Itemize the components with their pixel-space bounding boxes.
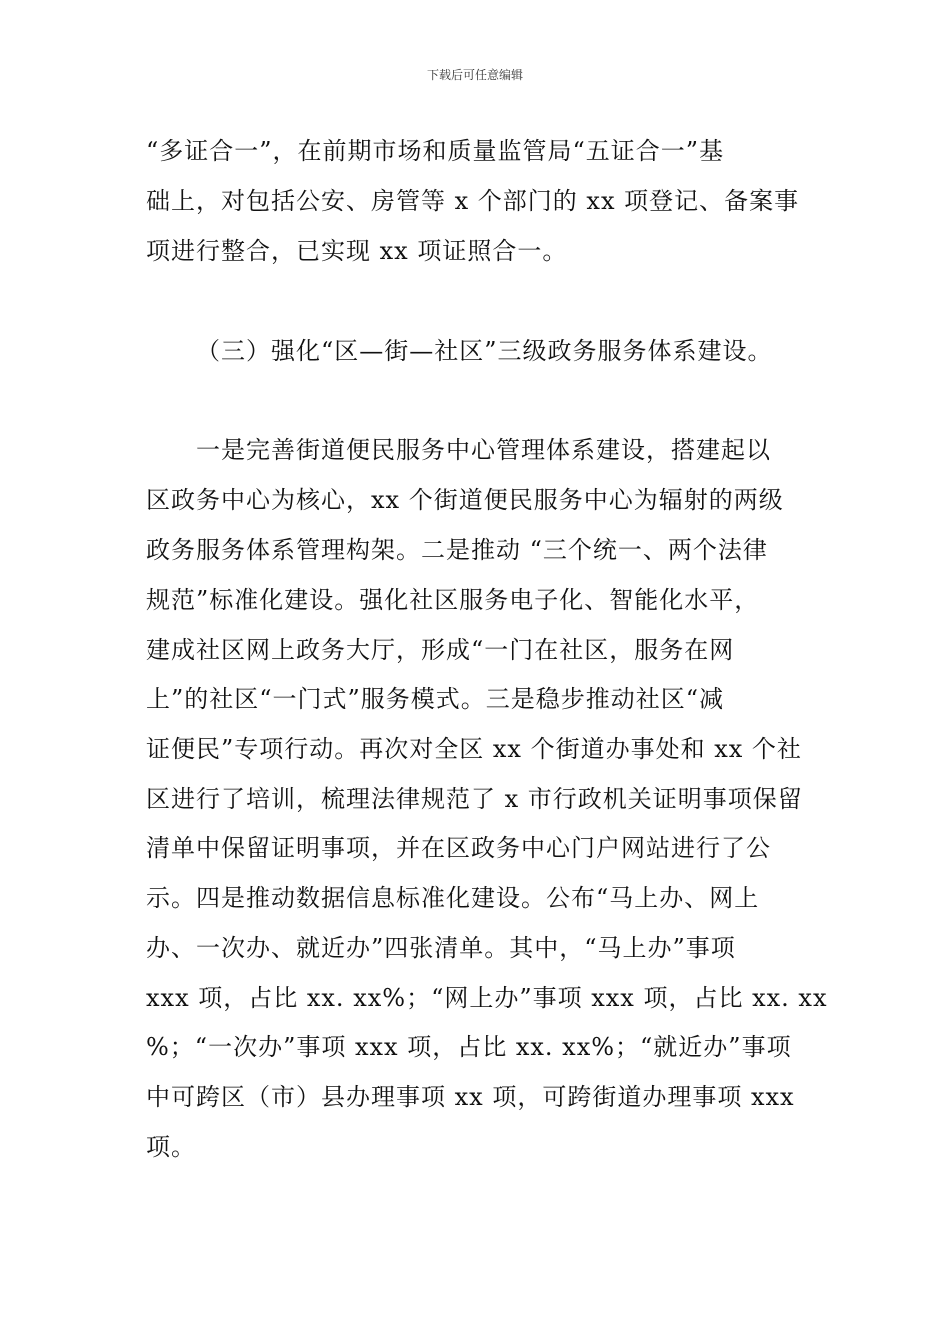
text-line: 规范”标准化建设。强化社区服务电子化、智能化水平， bbox=[146, 586, 760, 614]
text-line: 中可跨区（市）县办理事项 xx 项，可跨街道办理事项 xxx bbox=[146, 1083, 795, 1111]
text-line: 项进行整合，已实现 xx 项证照合一。 bbox=[146, 237, 568, 265]
text-line: 政务服务体系管理构架。二是推动 “三个统一、两个法律 bbox=[146, 536, 768, 564]
text-line: 上”的社区“一门式”服务模式。三是稳步推动社区“减 bbox=[146, 685, 725, 713]
text-line: “多证合一”，在前期市场和质量监管局“五证合一”基 bbox=[146, 137, 725, 165]
text-line: 证便民”专项行动。再次对全区 xx 个街道办事处和 xx 个社 bbox=[146, 735, 802, 763]
text-line: 清单中保留证明事项，并在区政务中心门户网站进行了公 bbox=[146, 834, 771, 862]
page-header: 下载后可任意编辑 bbox=[426, 68, 523, 82]
text-line: %；“一次办”事项 xxx 项，占比 xx. xx%；“就近办”事项 bbox=[146, 1033, 792, 1061]
text-line: 建成社区网上政务大厅，形成“一门在社区，服务在网 bbox=[146, 636, 735, 664]
text-line: 础上，对包括公安、房管等 x 个部门的 xx 项登记、备案事 bbox=[146, 187, 800, 215]
section-heading: （三）强化“区—街—社区”三级政务服务体系建设。 bbox=[196, 337, 773, 365]
text-line: xxx 项，占比 xx. xx%；“网上办”事项 xxx 项，占比 xx. xx bbox=[146, 984, 828, 1012]
text-line: 示。四是推动数据信息标准化建设。公布“马上办、网上 bbox=[146, 884, 760, 912]
text-line: 区政务中心为核心，xx 个街道便民服务中心为辐射的两级 bbox=[146, 486, 784, 514]
text-line: 区进行了培训，梳理法律规范了 x 市行政机关证明事项保留 bbox=[146, 785, 803, 813]
text-line: 办、一次办、就近办”四张清单。其中，“马上办”事项 bbox=[146, 934, 736, 962]
text-line: 项。 bbox=[146, 1133, 196, 1161]
text-line: 一是完善街道便民服务中心管理体系建设，搭建起以 bbox=[196, 436, 771, 464]
